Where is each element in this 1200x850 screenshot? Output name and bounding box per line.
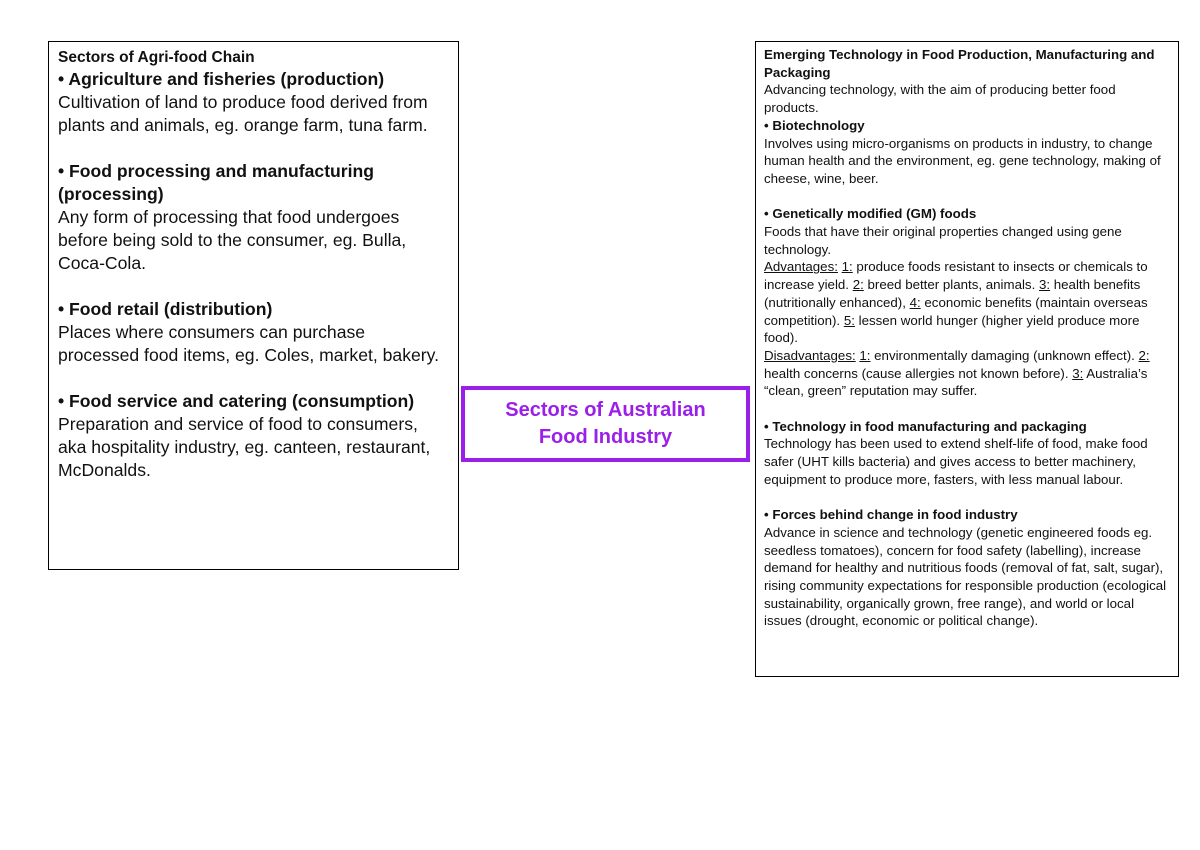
emerging-technology-intro (764, 46, 1171, 188)
advantage-text: economic benefits (maintain overseas competition). (764, 294, 1148, 328)
advantage-number: 1: (841, 259, 853, 275)
advantage-number: 4: (909, 294, 921, 310)
sector-heading: • Food service and catering (consumption) (58, 391, 415, 411)
disadvantage-text: Australia’s “clean, green” reputation may suffer. (764, 365, 1148, 399)
sector-body: Places where consumers can purchase processed food items, eg. Coles, market, bakery. (58, 322, 440, 365)
disadvantage-number: 3: (1072, 365, 1084, 381)
sector-body: Cultivation of land to produce food derived from plants and animals, eg. orange farm, tuna farm. (58, 92, 428, 135)
sector-production (58, 68, 449, 137)
sector-body: Any form of processing that food undergoes before being sold to the consumer, eg. Bulla, Coca-Cola. (58, 207, 407, 273)
gm-foods-section (764, 205, 1171, 400)
central-topic-line-2: Food Industry (538, 426, 673, 448)
gm-foods-body: Foods that have their original properties changed using gene technology. (764, 224, 1122, 257)
emerging-technology-box (755, 41, 1179, 677)
disadvantages-label: Disadvantages: (764, 347, 856, 363)
advantage-number: 2: (852, 277, 864, 293)
forces-of-change-section (764, 506, 1171, 630)
agri-food-chain-title: Sectors of Agri-food Chain (58, 49, 255, 66)
advantages-label: Advantages: (764, 259, 838, 275)
packaging-tech-heading: • Technology in food manufacturing and packaging (764, 418, 1087, 434)
emerging-technology-intro-text: Advancing technology, with the aim of producing better food products. (764, 82, 1116, 116)
advantage-number: 3: (1038, 277, 1051, 293)
advantage-text: breed better plants, animals. (863, 277, 1039, 293)
sector-heading: • Agriculture and fisheries (production) (58, 69, 385, 89)
sector-body: Preparation and service of food to consumers, aka hospitality industry, eg. canteen, restaurant, McDonalds. (58, 414, 431, 480)
disadvantage-number: 2: (1138, 347, 1150, 363)
advantage-text: health benefits (nutritionally enhanced), (764, 277, 1141, 310)
gm-disadvantages (764, 347, 1171, 400)
sector-heading: • Food processing and manufacturing (processing) (58, 161, 375, 204)
forces-of-change-body: Advance in science and technology (genetic engineered foods eg. seedless tomatoes), concern for food safety (labelling), increase demand for healthy and nutritious foods (removal of fat, salt, sugar), rising community expectations for responsible production (ecological sustainability, organically grown, free range), and world or local issues (drought, economic or political change). (764, 524, 1167, 629)
central-topic-box (461, 386, 750, 462)
packaging-tech-body: Technology has been used to extend shelf-life of food, make food safer (UHT kills bacteria) and gives access to better machinery, equipment to produce more, fasters, with less manual labour. (764, 436, 1148, 487)
sector-processing (58, 160, 449, 275)
biotech-body: Involves using micro-organisms on products in industry, to change human health and the environment, eg. gene technology, making of cheese, wine, beer. (764, 135, 1161, 186)
advantage-number: 5: (843, 312, 855, 328)
disadvantage-text: environmentally damaging (unknown effect). (870, 347, 1139, 363)
sector-heading: • Food retail (distribution) (58, 299, 273, 319)
agri-food-chain-box (48, 41, 459, 570)
emerging-technology-title: Emerging Technology in Food Production, Manufacturing and Packaging (764, 47, 1155, 80)
gm-advantages (764, 258, 1171, 347)
disadvantage-text: health concerns (cause allergies not known before). (764, 365, 1073, 381)
sector-distribution (58, 298, 449, 367)
advantage-text: produce foods resistant to insects or chemicals to increase yield. (764, 259, 1148, 293)
forces-of-change-heading: • Forces behind change in food industry (764, 507, 1018, 523)
sector-consumption (58, 390, 449, 482)
biotech-heading: • Biotechnology (764, 117, 865, 133)
disadvantage-number: 1: (859, 347, 871, 363)
packaging-tech-section (764, 418, 1171, 489)
gm-foods-heading: • Genetically modified (GM) foods (764, 206, 977, 222)
advantage-text: lessen world hunger (higher yield produce more food). (764, 312, 1140, 346)
central-topic-line-1: Sectors of Australian (505, 399, 706, 421)
